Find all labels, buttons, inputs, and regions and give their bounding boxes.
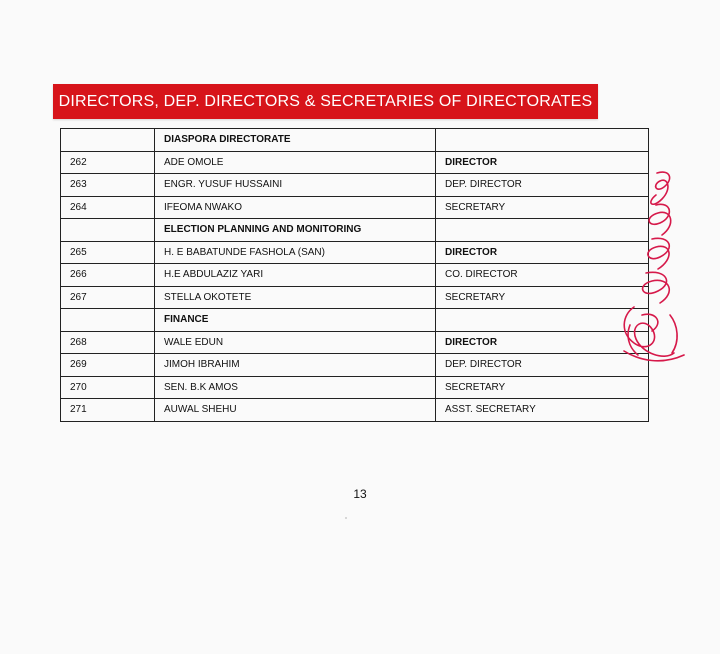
table-row	[61, 151, 649, 174]
person-name-cell: STELLA OKOTETE	[155, 286, 436, 309]
person-name-cell: SEN. B.K AMOS	[155, 376, 436, 399]
serial-number-cell: 264	[61, 196, 155, 219]
directorates-table	[60, 128, 649, 422]
table-row	[61, 331, 649, 354]
section-header-title: DIRECTORS, DEP. DIRECTORS & SECRETARIES OF DIRECTORATES	[58, 92, 593, 110]
serial-number-cell	[61, 309, 155, 332]
directorate-name-cell: ELECTION PLANNING AND MONITORING	[155, 219, 436, 242]
role-cell: SECRETARY	[436, 376, 649, 399]
role-cell: DIRECTOR	[436, 331, 649, 354]
table-row	[61, 286, 649, 309]
person-name-cell: IFEOMA NWAKO	[155, 196, 436, 219]
serial-number-cell: 265	[61, 241, 155, 264]
person-name-cell: H.E ABDULAZIZ YARI	[155, 264, 436, 287]
person-name-cell: H. E BABATUNDE FASHOLA (SAN)	[155, 241, 436, 264]
person-name-cell: ADE OMOLE	[155, 151, 436, 174]
person-name-cell: ENGR. YUSUF HUSSAINI	[155, 174, 436, 197]
table-row	[61, 264, 649, 287]
serial-number-cell	[61, 129, 155, 152]
person-name-cell: JIMOH IBRAHIM	[155, 354, 436, 377]
serial-number-cell	[61, 219, 155, 242]
role-cell: DIRECTOR	[436, 151, 649, 174]
serial-number-cell: 263	[61, 174, 155, 197]
role-cell: SECRETARY	[436, 196, 649, 219]
person-name-cell: AUWAL SHEHU	[155, 399, 436, 422]
page-number: 13	[353, 487, 367, 501]
serial-number-cell: 271	[61, 399, 155, 422]
role-cell: DEP. DIRECTOR	[436, 354, 649, 377]
serial-number-cell: 270	[61, 376, 155, 399]
section-header	[53, 84, 598, 119]
serial-number-cell: 266	[61, 264, 155, 287]
section-row	[61, 129, 649, 152]
person-name-cell: WALE EDUN	[155, 331, 436, 354]
directorate-name-cell: DIASPORA DIRECTORATE	[155, 129, 436, 152]
table-row	[61, 354, 649, 377]
serial-number-cell: 268	[61, 331, 155, 354]
section-row	[61, 219, 649, 242]
serial-number-cell: 267	[61, 286, 155, 309]
role-cell: ASST. SECRETARY	[436, 399, 649, 422]
table-body	[61, 129, 649, 422]
role-cell	[436, 129, 649, 152]
table-row	[61, 399, 649, 422]
section-row	[61, 309, 649, 332]
speck	[345, 517, 347, 519]
role-cell: DEP. DIRECTOR	[436, 174, 649, 197]
table-row	[61, 174, 649, 197]
role-cell: SECRETARY	[436, 286, 649, 309]
table-row	[61, 196, 649, 219]
serial-number-cell: 262	[61, 151, 155, 174]
table-row	[61, 241, 649, 264]
table-row	[61, 376, 649, 399]
directorate-name-cell: FINANCE	[155, 309, 436, 332]
serial-number-cell: 269	[61, 354, 155, 377]
role-cell: CO. DIRECTOR	[436, 264, 649, 287]
role-cell: DIRECTOR	[436, 241, 649, 264]
handwritten-signature	[612, 165, 692, 375]
